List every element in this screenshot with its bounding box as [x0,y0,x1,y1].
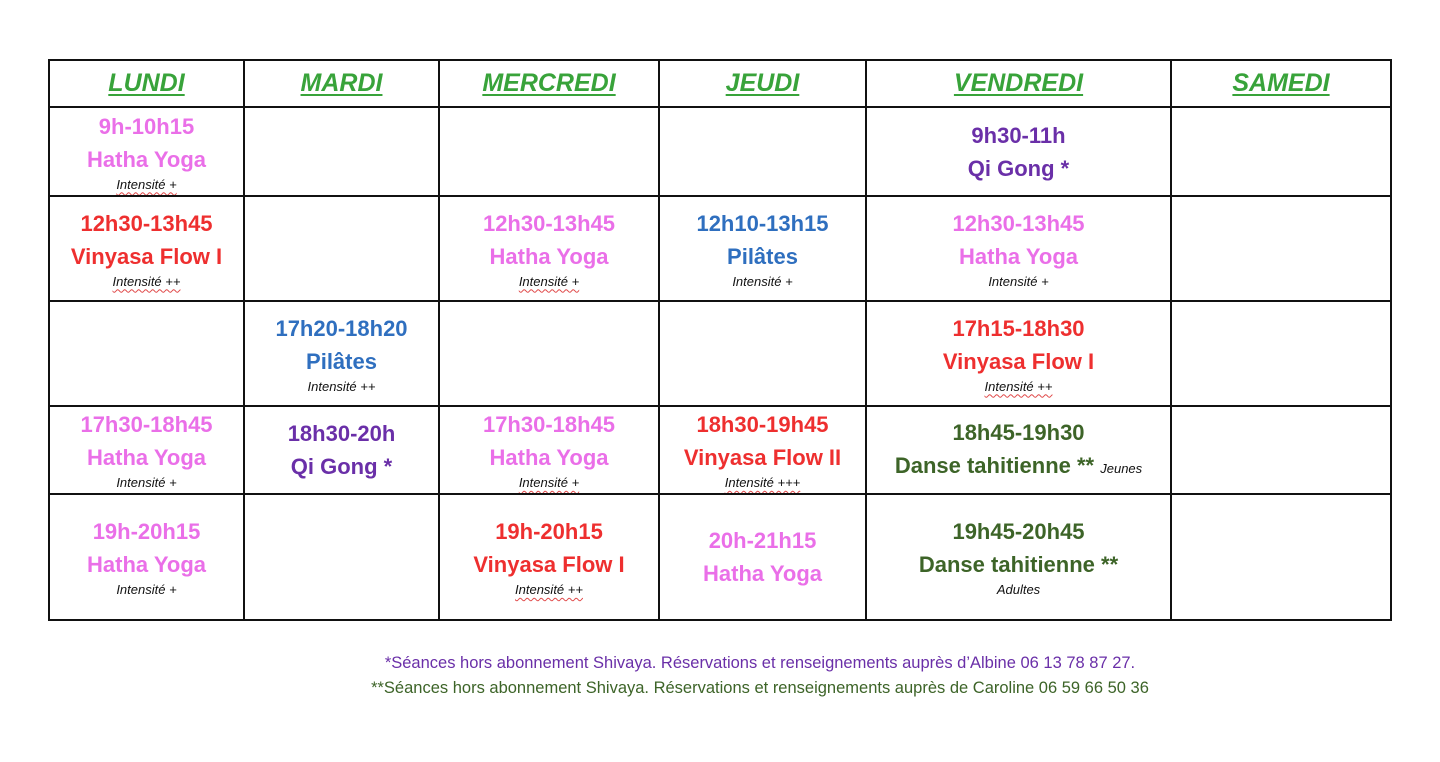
schedule-cell [49,107,244,196]
class-intensity-note [660,474,865,492]
schedule-cell [866,494,1171,620]
class-name-text: Qi Gong * [290,454,393,479]
footnote-danse: **Séances hors abonnement Shivaya. Réservations et renseignements auprès de Caroline 06 59 66 50 36 [371,679,1149,697]
class-name [660,557,865,590]
class-name [867,240,1170,273]
class-audience-tag: Jeunes [1100,460,1143,476]
schedule-row [49,301,1391,406]
class-name-text: Hatha Yoga [489,243,609,269]
class-intensity-text: Intensité ++ [112,273,181,289]
class-intensity-text: Intensité + [732,273,793,289]
schedule-cell [439,107,659,196]
class-intensity-note [50,581,243,599]
class-intensity-note [660,273,865,291]
schedule-cell [659,406,866,494]
class-intensity-note [867,581,1170,599]
schedule-cell [1171,494,1391,620]
schedule-cell [244,494,439,620]
class-time: 12h10-13h15 [696,210,829,236]
class-intensity-text: Intensité + [116,176,177,192]
class-name-text: Pilâtes [727,243,798,269]
schedule-cell [439,406,659,494]
class-name [660,441,865,474]
schedule-cell [1171,196,1391,301]
class-name [660,240,865,273]
class-time: 17h30-18h45 [80,412,213,437]
class-name [440,441,658,474]
day-header-lundi: LUNDI [49,60,244,107]
class-intensity-text: Intensité ++ [984,378,1053,394]
class-time: 17h30-18h45 [482,412,616,437]
schedule-cell [439,301,659,406]
schedule-cell [866,301,1171,406]
class-name [245,345,438,378]
class-intensity-note [50,273,243,291]
class-intensity-text: Intensité ++ [307,378,376,394]
class-name-text: Hatha Yoga [87,552,206,577]
class-intensity-note [440,273,658,291]
schedule-cell [1171,107,1391,196]
day-header-samedi: SAMEDI [1171,60,1391,107]
schedule-cell [244,301,439,406]
schedule-cell [244,107,439,196]
schedule-cell [244,406,439,494]
class-name-text: Danse tahitienne ** [918,552,1119,577]
day-header-vendredi: VENDREDI [866,60,1171,107]
class-intensity-note [867,273,1170,291]
day-header-mardi: MARDI [244,60,439,107]
class-time: 18h30-19h45 [696,412,829,437]
class-name-text: Danse tahitienne ** [894,452,1095,478]
schedule-cell [659,301,866,406]
class-intensity-note [440,581,658,599]
schedule-cell [49,406,244,494]
class-intensity-note [867,378,1170,396]
schedule-cell [866,406,1171,494]
class-intensity-text: Intensité ++ [515,582,583,597]
schedule-cell [439,494,659,620]
schedule-cell [49,494,244,620]
class-time: 12h30-13h45 [952,210,1085,236]
class-name-text: Hatha Yoga [489,445,609,470]
schedule-cell [1171,406,1391,494]
class-name [867,152,1170,185]
class-time: 9h30-11h [971,122,1066,148]
class-intensity-note [440,474,658,492]
weekly-class-schedule [48,59,1392,621]
schedule-cell [1171,301,1391,406]
class-time: 17h20-18h20 [275,315,408,341]
class-name [50,548,243,581]
class-intensity-text: Intensité + [988,273,1049,289]
schedule-cell [659,494,866,620]
class-intensity-text: Intensité + [116,475,177,490]
schedule-cell [439,196,659,301]
class-time: 12h30-13h45 [80,210,213,236]
schedule-row [49,406,1391,494]
class-name-text: Hatha Yoga [87,146,206,172]
class-name-text: Vinyasa Flow I [70,243,223,269]
class-intensity-text: Intensité +++ [724,475,801,490]
class-time: 9h-10h15 [98,113,195,139]
day-header-jeudi: JEUDI [659,60,866,107]
class-name-text: Pilâtes [306,348,377,374]
class-time: 20h-21h15 [708,528,817,553]
class-time: 19h-20h15 [92,519,201,544]
class-name-text: Vinyasa Flow II [683,445,842,470]
class-intensity-text: Intensité + [518,273,580,289]
class-name-text: Vinyasa Flow I [473,552,625,577]
class-name-text: Hatha Yoga [703,561,822,586]
class-name [50,143,243,176]
class-name [440,548,658,581]
class-name [50,441,243,474]
class-intensity-note [245,378,438,396]
class-name-text: Vinyasa Flow I [942,348,1095,374]
schedule-cell [866,196,1171,301]
schedule-row [49,107,1391,196]
class-intensity-text: Intensité + [518,475,580,490]
schedule-cell [659,107,866,196]
class-intensity-note [50,474,243,492]
class-time: 12h30-13h45 [482,210,616,236]
schedule-cell [659,196,866,301]
class-name [867,449,1170,485]
schedule-row [49,494,1391,620]
class-name [867,345,1170,378]
class-name [440,240,658,273]
class-time: 17h15-18h30 [952,315,1085,341]
footnote-qigong: *Séances hors abonnement Shivaya. Réservations et renseignements auprès d’Albine 06 13 78 87 27. [384,654,1136,672]
schedule-cell [866,107,1171,196]
schedule-cell [49,196,244,301]
class-name-text: Hatha Yoga [87,445,206,470]
class-intensity-text: Adultes [996,582,1041,597]
class-time: 19h45-20h45 [952,519,1085,544]
class-intensity-note [50,176,243,194]
day-header-row [49,60,1391,107]
class-name [50,240,243,273]
class-name [245,450,438,483]
class-time: 18h30-20h [287,421,396,446]
class-name-text: Hatha Yoga [959,243,1078,269]
schedule-cell [49,301,244,406]
schedule-cell [244,196,439,301]
class-intensity-text: Intensité + [116,582,177,597]
footnotes [0,651,1440,701]
class-name-text: Qi Gong * [967,155,1070,181]
class-time: 18h45-19h30 [952,419,1085,445]
class-time: 19h-20h15 [495,519,603,544]
day-header-mercredi: MERCREDI [439,60,659,107]
schedule-row [49,196,1391,301]
class-name [867,548,1170,581]
